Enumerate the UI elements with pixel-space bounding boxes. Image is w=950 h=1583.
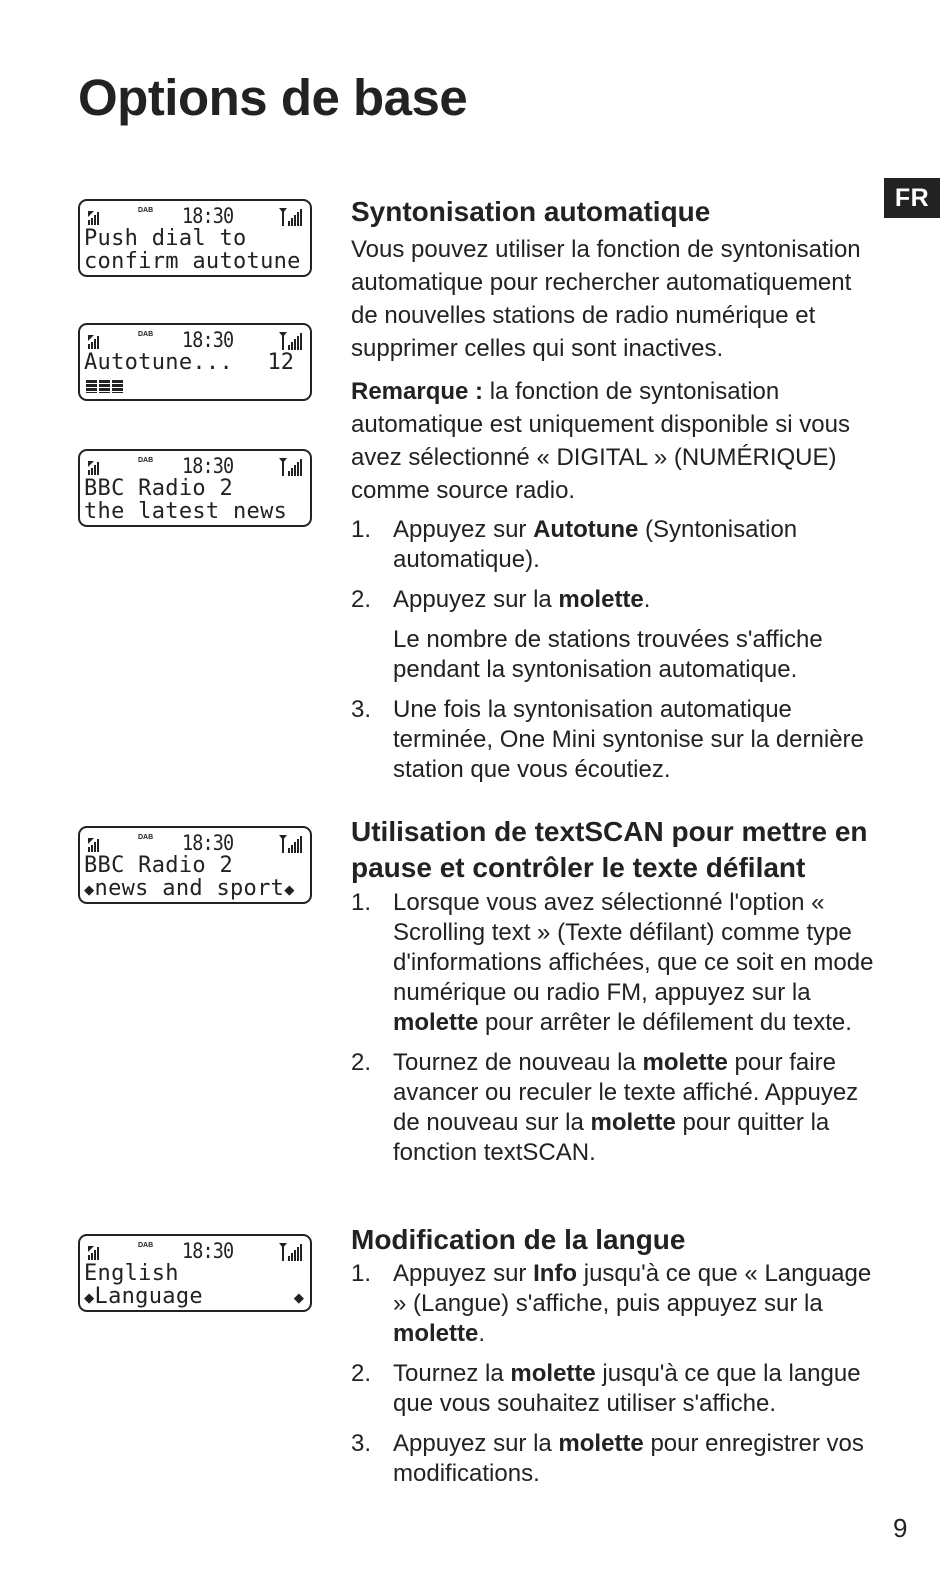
lcd-display-latest-news	[78, 449, 312, 527]
lcd-line-1: BBC Radio 2	[84, 476, 233, 501]
scroll-left-arrow-icon: ◆	[84, 880, 95, 900]
step-bold: molette	[558, 1430, 644, 1457]
step-text: Lorsque vous avez sélectionné l'option « Scrolling text » (Texte défilant) comme type d'informations affichées, que ce soit en mode numérique ou radio FM, appuyez sur la	[393, 889, 874, 1006]
lcd-status-bar	[86, 205, 304, 227]
step-text: Appuyez sur	[393, 516, 534, 543]
step-bold: Autotune	[533, 516, 639, 543]
step-text: pour faire avancer ou reculer le texte affiché. Appuyez de nouveau sur la	[393, 1049, 859, 1136]
list-item	[351, 1359, 881, 1419]
step-text: Une fois la syntonisation automatique terminée, One Mini syntonise sur la dernière station que vous écoutiez.	[393, 696, 864, 783]
step-text: pour enregistrer vos modifications.	[393, 1430, 864, 1487]
lcd-status-bar	[86, 455, 304, 477]
lcd-display-news-sport	[78, 826, 312, 904]
lcd-display-push-dial	[78, 199, 312, 277]
section-language	[351, 1223, 881, 1489]
antenna-signal-icon	[278, 835, 304, 853]
scroll-right-arrow-icon: ◆	[293, 1288, 304, 1308]
step-bold: molette	[590, 1109, 676, 1136]
steps-list	[351, 1259, 881, 1489]
antenna-signal-icon	[278, 208, 304, 226]
steps-list	[351, 515, 871, 785]
step-bold: molette	[393, 1009, 479, 1036]
lcd-time: 18:30	[182, 204, 234, 228]
lcd-line-1: BBC Radio 2	[84, 853, 233, 878]
note-text: la fonction de syntonisation automatique est uniquement disponible si vous avez sélectionné « DIGITAL » (NUMÉRIQUE) comme source radio.	[351, 378, 850, 504]
scroll-left-arrow-icon: ◆	[84, 1288, 95, 1308]
page-number: 9	[893, 1513, 908, 1543]
step-number: 1.	[351, 1260, 372, 1287]
dab-label: DAB	[138, 1242, 154, 1249]
step-text: jusqu'à ce que « Language » (Langue) s'affiche, puis appuyez sur la	[393, 1260, 872, 1317]
step-bold: molette	[558, 586, 644, 613]
section-autotune	[351, 195, 871, 785]
step-text: .	[643, 586, 651, 613]
list-item	[351, 515, 871, 575]
section-heading: Modification de la langue	[351, 1224, 686, 1255]
antenna-signal-icon	[278, 332, 304, 350]
step-text: pour arrêter le défilement du texte.	[478, 1009, 852, 1036]
lcd-line-2	[84, 878, 295, 901]
lcd-line-2-text: Language	[94, 1284, 203, 1309]
dab-label: DAB	[138, 207, 154, 214]
signal-strength-icon	[88, 461, 102, 475]
signal-strength-icon	[88, 838, 102, 852]
list-item	[351, 1429, 881, 1489]
lcd-time: 18:30	[182, 831, 234, 855]
lcd-line-2: confirm autotune	[84, 249, 301, 274]
step-number: 2.	[351, 586, 372, 613]
signal-strength-icon	[88, 1246, 102, 1260]
step-number: 2.	[351, 1049, 372, 1076]
section-heading: Utilisation de textSCAN pour mettre en pause et contrôler le texte défilant	[351, 816, 868, 883]
step-number: 3.	[351, 696, 372, 723]
step-text: .	[478, 1320, 486, 1347]
scroll-right-arrow-icon: ◆	[284, 880, 295, 900]
step-bold: molette	[510, 1360, 596, 1387]
step-text: Tournez la	[393, 1360, 511, 1387]
step-text: Appuyez sur la	[393, 1430, 559, 1457]
list-item	[351, 1259, 881, 1349]
lcd-time: 18:30	[182, 1239, 234, 1263]
progress-block	[99, 380, 110, 393]
lcd-line-1: Push dial to	[84, 226, 247, 251]
dab-label: DAB	[138, 834, 154, 841]
language-tab: FR	[884, 178, 940, 218]
progress-block	[86, 380, 97, 393]
autotune-progress-bar	[86, 380, 123, 393]
signal-strength-icon	[88, 211, 102, 225]
step-bold: molette	[642, 1049, 728, 1076]
step-text: jusqu'à ce que la langue que vous souhaitez utiliser s'affiche.	[393, 1360, 861, 1417]
station-count: 12	[267, 350, 294, 375]
step-text: Appuyez sur la	[393, 586, 559, 613]
page-title: Options de base	[78, 69, 468, 126]
lcd-display-language	[78, 1234, 312, 1312]
note-paragraph	[351, 375, 871, 507]
lcd-line-1: English	[84, 1261, 179, 1286]
lcd-line-1: Autotune...	[84, 350, 233, 375]
step-bold: Info	[533, 1260, 578, 1287]
progress-block	[112, 380, 123, 393]
list-item	[351, 888, 881, 1038]
lcd-status-bar	[86, 1240, 304, 1262]
step-text: Tournez de nouveau la	[393, 1049, 643, 1076]
step-text: pour quitter la fonction textSCAN.	[393, 1109, 830, 1166]
list-item	[351, 1048, 881, 1168]
section-textscan	[351, 814, 881, 1168]
lcd-display-autotune	[78, 323, 312, 401]
antenna-signal-icon	[278, 1243, 304, 1261]
lcd-time: 18:30	[182, 328, 234, 352]
step-number: 3.	[351, 1430, 372, 1457]
dab-label: DAB	[138, 457, 154, 464]
lcd-line-2-text: news and sport	[94, 876, 285, 901]
lcd-status-bar	[86, 832, 304, 854]
step-number: 1.	[351, 516, 372, 543]
lcd-line-2: the latest news	[84, 499, 288, 524]
lcd-status-bar	[86, 329, 304, 351]
note-label: Remarque :	[351, 378, 484, 405]
section-intro: Vous pouvez utiliser la fonction de syntonisation automatique pour rechercher automatiquement de nouvelles stations de radio numérique et supprimer celles qui sont inactives.	[351, 236, 861, 362]
section-heading: Syntonisation automatique	[351, 196, 711, 227]
list-item	[351, 695, 871, 785]
signal-strength-icon	[88, 335, 102, 349]
dab-label: DAB	[138, 331, 154, 338]
step-text: (Syntonisation automatique).	[393, 516, 798, 573]
lcd-time: 18:30	[182, 454, 234, 478]
step-extra: Le nombre de stations trouvées s'affiche pendant la syntonisation automatique.	[393, 626, 823, 683]
antenna-signal-icon	[278, 458, 304, 476]
step-number: 2.	[351, 1360, 372, 1387]
step-bold: molette	[393, 1320, 479, 1347]
step-text: Appuyez sur	[393, 1260, 534, 1287]
step-number: 1.	[351, 889, 372, 916]
list-item	[351, 585, 871, 685]
lcd-line-2	[84, 1286, 203, 1309]
steps-list	[351, 888, 881, 1168]
